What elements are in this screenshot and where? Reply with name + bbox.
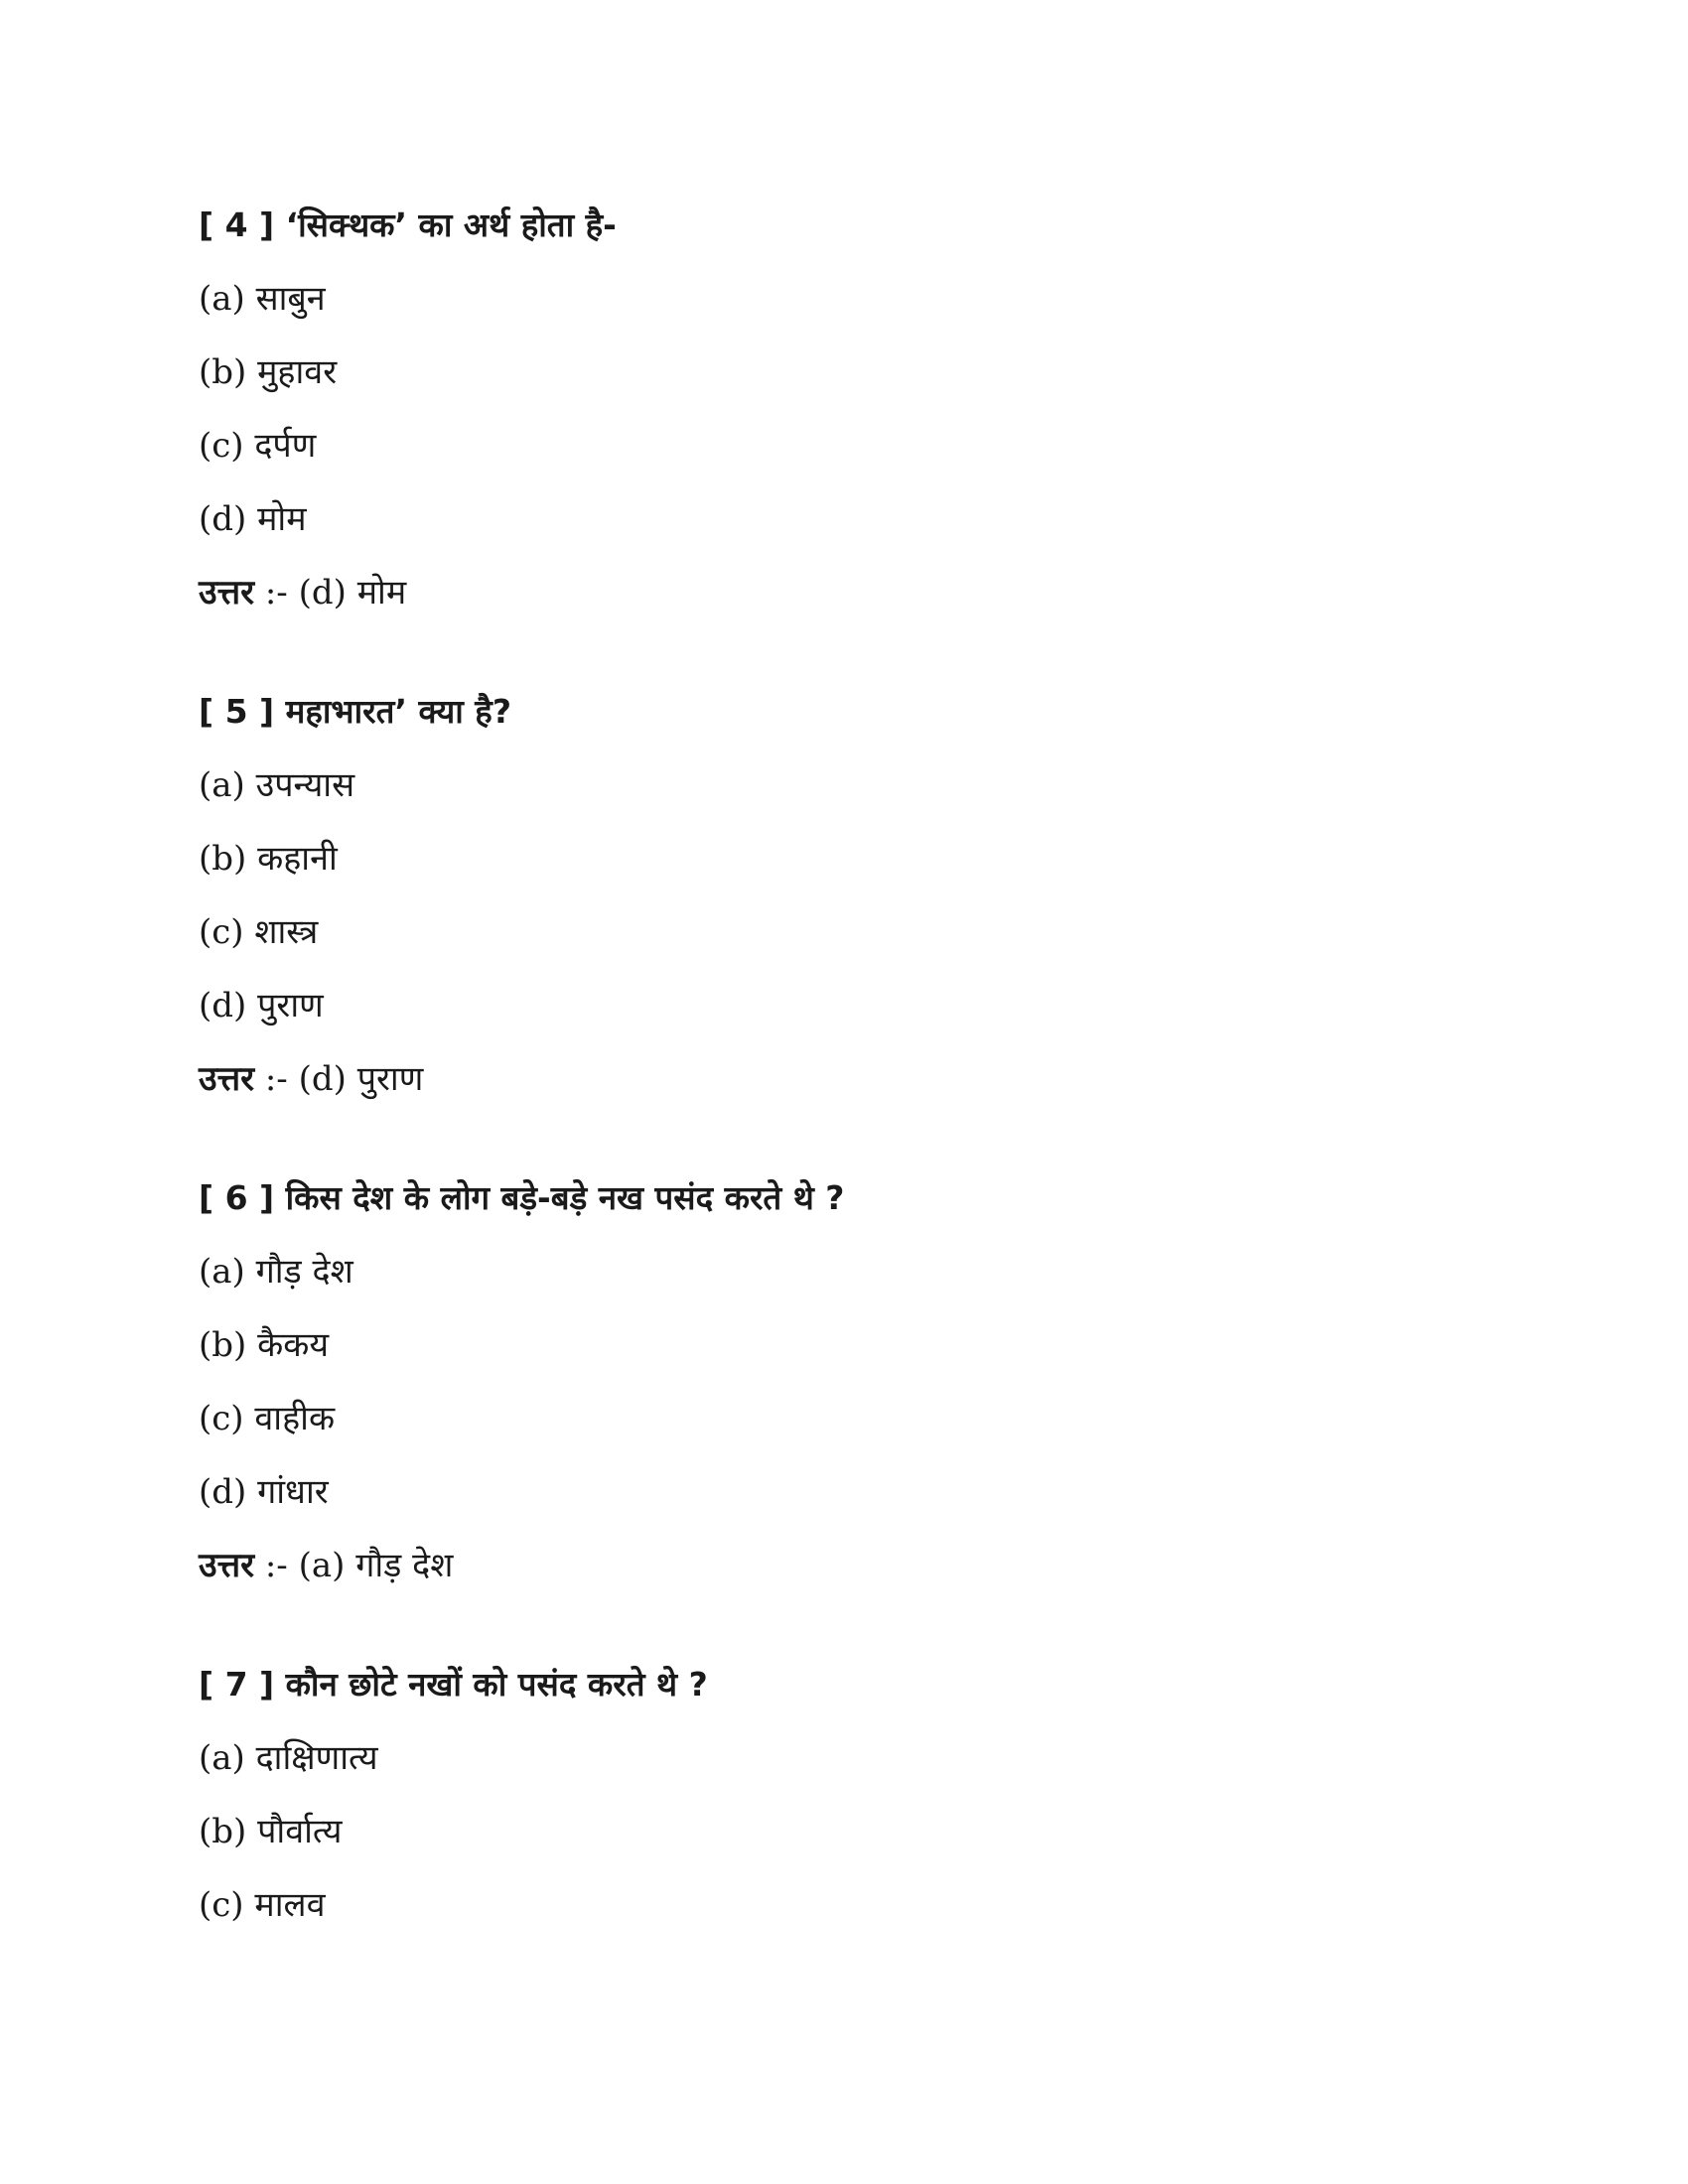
option-d: (d) पुराण [199,986,324,1025]
answer-line [199,1042,1489,1116]
option-d: (d) मोम [199,499,307,539]
question-block-5 [199,675,1489,1116]
option-c: (c) शास्त्र [199,912,319,952]
answer-line [199,1529,1489,1602]
option-b: (b) मुहावर [199,352,338,392]
document-page [199,189,1489,1987]
question-block-7 [199,1648,1489,1942]
answer-label: उत्तर [199,1546,255,1585]
answer-line [199,556,1489,629]
option-c: (c) मालव [199,1885,326,1925]
option-a: (a) उपन्यास [199,765,355,805]
question-5: [ 5 ] महाभारत’ क्या है? [199,692,511,731]
question-block-6 [199,1161,1489,1602]
question-block-4 [199,189,1489,629]
option-a: (a) दाक्षिणात्य [199,1738,378,1778]
option-c: (c) वाहीक [199,1399,336,1438]
answer-value: :- (a) गौड़ देश [254,1546,454,1585]
option-b: (b) पौर्वात्य [199,1812,343,1851]
answer-value: :- (d) पुराण [254,1059,424,1099]
answer-value: :- (d) मोम [254,573,407,613]
question-6: [ 6 ] किस देश के लोग बड़े-बड़े नख पसंद करते थे ? [199,1178,845,1217]
option-a: (a) साबुन [199,279,326,319]
option-b: (b) कैकय [199,1325,330,1365]
option-d: (d) गांधार [199,1472,329,1512]
option-c: (c) दर्पण [199,426,317,466]
option-a: (a) गौड़ देश [199,1252,353,1292]
question-4: [ 4 ] ‘सिक्थक’ का अर्थ होता है- [199,205,617,244]
question-7: [ 7 ] कौन छोटे नखों को पसंद करते थे ? [199,1665,708,1704]
answer-label: उत्तर [199,573,255,613]
answer-label: उत्तर [199,1059,255,1099]
option-b: (b) कहानी [199,839,338,879]
